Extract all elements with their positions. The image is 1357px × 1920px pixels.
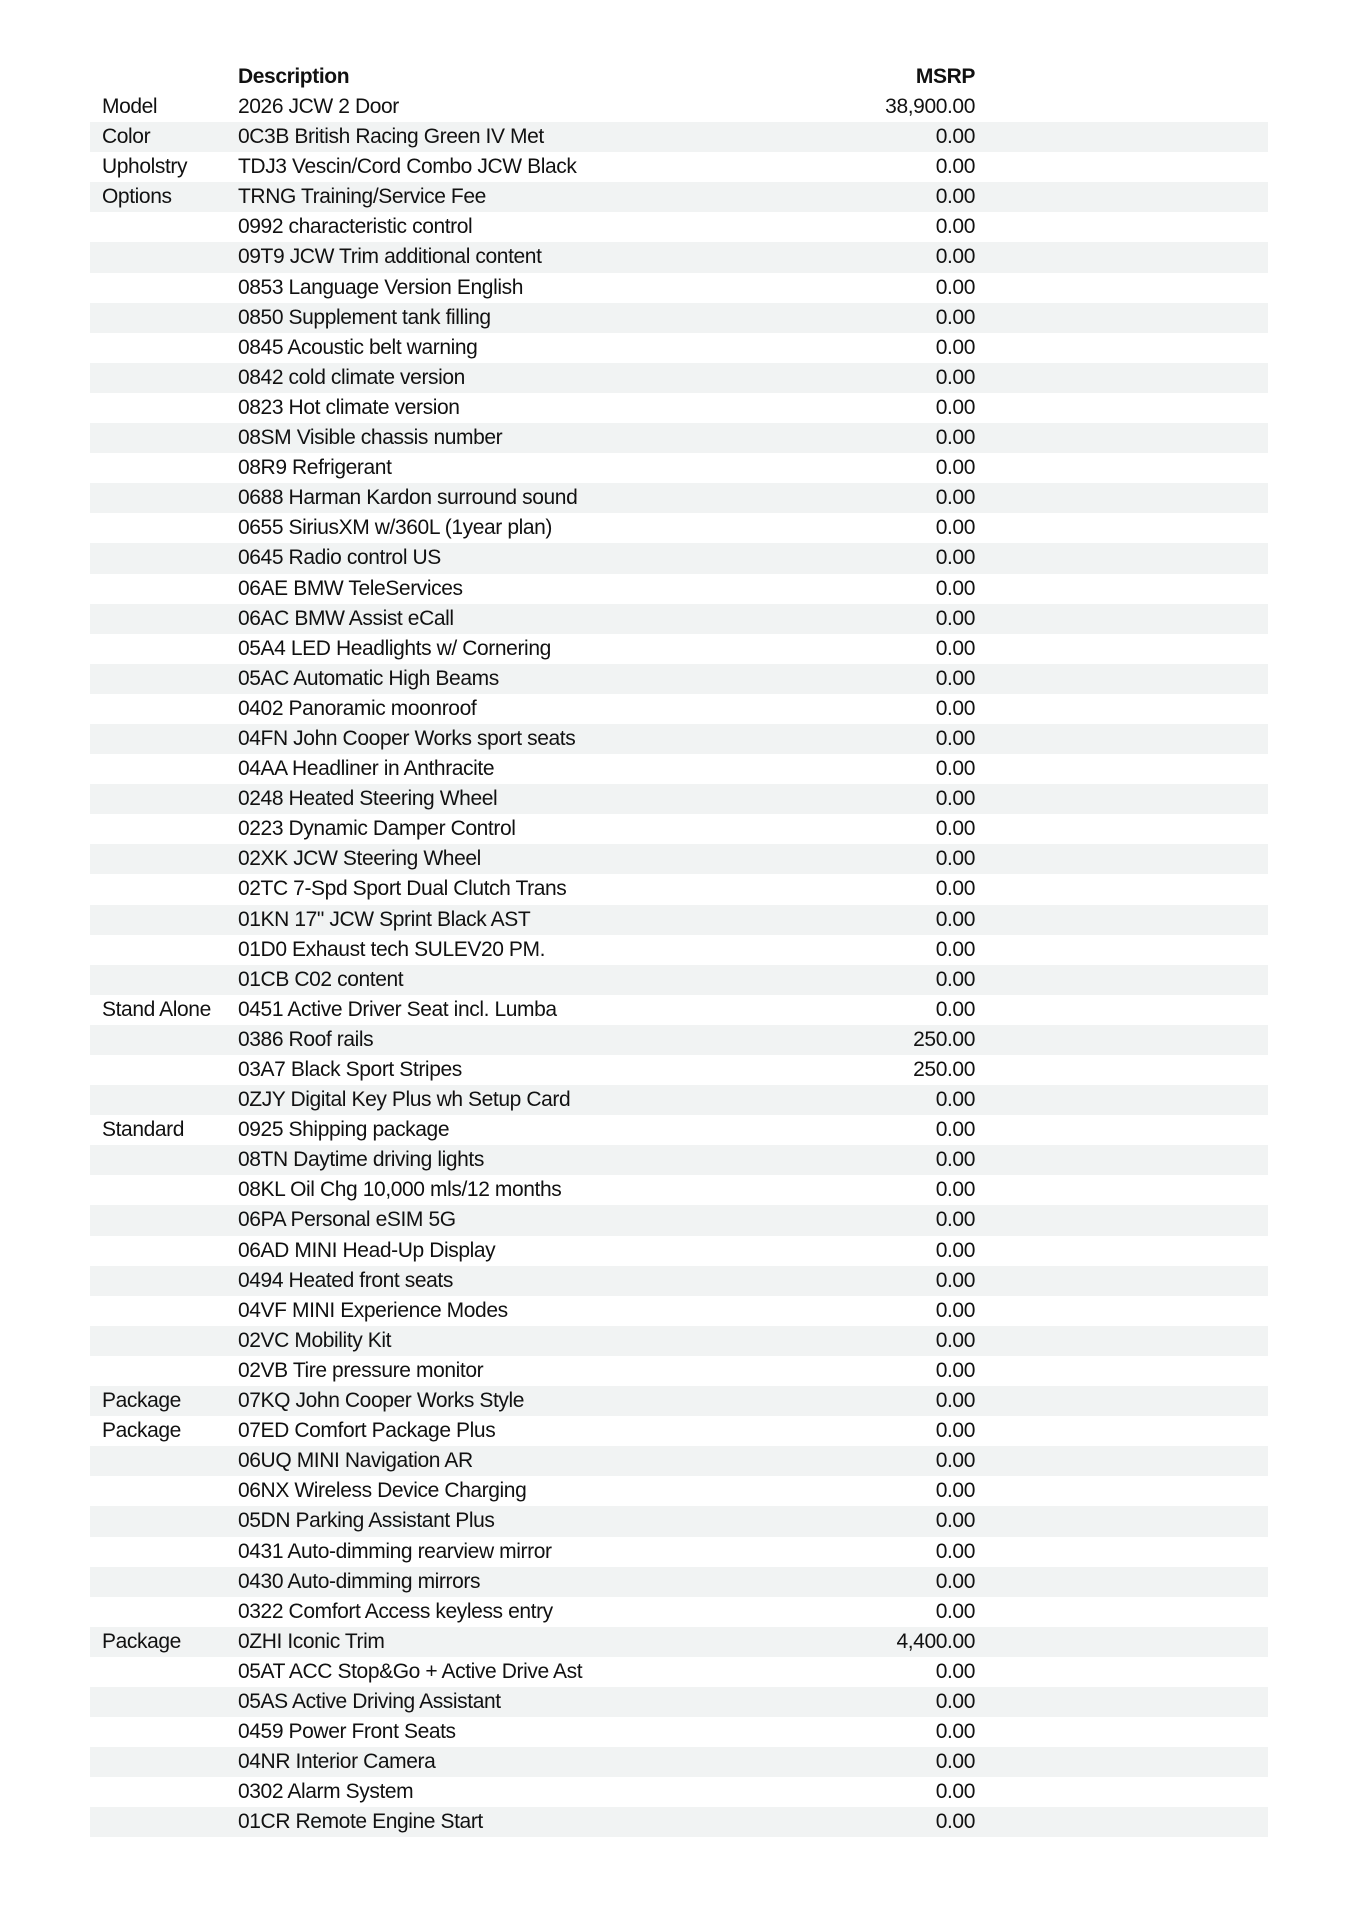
row-msrp: 0.00 (935, 907, 975, 931)
row-description: 0925 Shipping package (238, 1118, 450, 1142)
row-description: 0C3B British Racing Green IV Met (238, 125, 544, 149)
table-row (90, 604, 1268, 634)
table-row (90, 784, 1268, 814)
row-description: 0459 Power Front Seats (238, 1720, 456, 1744)
row-description: 05AS Active Driving Assistant (238, 1689, 501, 1713)
table-row (90, 1356, 1268, 1386)
row-description: 08SM Visible chassis number (238, 426, 503, 450)
table-row (90, 874, 1268, 904)
row-msrp: 0.00 (935, 606, 975, 630)
table-row (90, 1627, 1268, 1657)
row-description: 0302 Alarm System (238, 1780, 414, 1804)
row-msrp: 0.00 (935, 847, 975, 871)
row-description: 04FN John Cooper Works sport seats (238, 726, 576, 750)
row-description: 0853 Language Version English (238, 275, 523, 299)
row-msrp: 0.00 (935, 817, 975, 841)
table-row (90, 1717, 1268, 1747)
table-row (90, 1657, 1268, 1687)
row-description: 04NR Interior Camera (238, 1750, 436, 1774)
table-row (90, 1476, 1268, 1506)
row-description: TDJ3 Vescin/Cord Combo JCW Black (238, 155, 577, 179)
table-row (90, 1326, 1268, 1356)
row-msrp: 0.00 (935, 1419, 975, 1443)
row-description: 05AC Automatic High Beams (238, 666, 499, 690)
row-msrp: 0.00 (935, 486, 975, 510)
row-msrp: 0.00 (935, 1328, 975, 1352)
row-description: 0823 Hot climate version (238, 395, 460, 419)
table-row (90, 423, 1268, 453)
row-msrp: 0.00 (935, 997, 975, 1021)
table-row (90, 754, 1268, 784)
table-row (90, 995, 1268, 1025)
row-description: 0386 Roof rails (238, 1027, 374, 1051)
row-description: 0223 Dynamic Damper Control (238, 817, 516, 841)
row-description: 01CB C02 content (238, 967, 404, 991)
row-description: 02TC 7-Spd Sport Dual Clutch Trans (238, 877, 567, 901)
row-description: 0688 Harman Kardon surround sound (238, 486, 578, 510)
row-description: 05DN Parking Assistant Plus (238, 1509, 495, 1533)
table-row (90, 242, 1268, 272)
table-row (90, 453, 1268, 483)
row-description: 04AA Headliner in Anthracite (238, 757, 495, 781)
row-msrp: 0.00 (935, 1238, 975, 1262)
row-description: 0402 Panoramic moonroof (238, 696, 477, 720)
row-description: 0322 Comfort Access keyless entry (238, 1599, 553, 1623)
row-description: 06AE BMW TeleServices (238, 576, 463, 600)
row-msrp: 0.00 (935, 1208, 975, 1232)
row-msrp: 0.00 (935, 1148, 975, 1172)
row-msrp: 0.00 (935, 877, 975, 901)
row-msrp: 250.00 (913, 1058, 975, 1081)
row-description: 03A7 Black Sport Stripes (238, 1058, 462, 1081)
row-msrp: 0.00 (935, 395, 975, 419)
row-description: 06AD MINI Head-Up Display (238, 1238, 496, 1262)
row-category: Package (102, 1629, 181, 1653)
row-description: 0992 characteristic control (238, 215, 473, 239)
table-row (90, 363, 1268, 393)
row-msrp: 0.00 (935, 1659, 975, 1683)
table-row (90, 724, 1268, 754)
row-msrp: 38,900.00 (885, 95, 975, 118)
table-row (90, 814, 1268, 844)
table-row (90, 333, 1268, 363)
row-msrp: 4,400.00 (896, 1629, 975, 1653)
row-description: 0ZHI Iconic Trim (238, 1629, 385, 1653)
table-row (90, 122, 1268, 152)
row-msrp: 0.00 (935, 125, 975, 149)
table-row (90, 844, 1268, 874)
row-category: Package (102, 1389, 181, 1413)
row-description: TRNG Training/Service Fee (238, 185, 486, 209)
table-row (90, 1446, 1268, 1476)
table-row (90, 92, 1268, 122)
row-msrp: 0.00 (935, 305, 975, 329)
row-msrp: 0.00 (935, 1750, 975, 1774)
row-msrp: 0.00 (935, 1479, 975, 1503)
table-row (90, 905, 1268, 935)
row-description: 0842 cold climate version (238, 365, 465, 389)
row-description: 05AT ACC Stop&Go + Active Drive Ast (238, 1659, 583, 1683)
row-description: 0494 Heated front seats (238, 1268, 453, 1292)
row-msrp: 0.00 (935, 1810, 975, 1834)
row-msrp: 0.00 (935, 1720, 975, 1744)
table-row (90, 574, 1268, 604)
table-row (90, 182, 1268, 212)
row-msrp: 0.00 (935, 1178, 975, 1202)
row-description: 07KQ John Cooper Works Style (238, 1389, 525, 1413)
row-msrp: 0.00 (935, 726, 975, 750)
row-description: 0451 Active Driver Seat incl. Lumba (238, 997, 557, 1021)
row-description: 08TN Daytime driving lights (238, 1148, 484, 1172)
table-row (90, 1055, 1268, 1085)
table-row (90, 1296, 1268, 1326)
row-category: Color (102, 125, 151, 149)
table-row (90, 1115, 1268, 1145)
row-description: 0248 Heated Steering Wheel (238, 787, 498, 811)
table-row (90, 1236, 1268, 1266)
row-msrp: 0.00 (935, 426, 975, 450)
row-msrp: 0.00 (935, 546, 975, 570)
row-msrp: 0.00 (935, 696, 975, 720)
row-msrp: 0.00 (935, 155, 975, 179)
table-row (90, 1266, 1268, 1296)
row-msrp: 0.00 (935, 757, 975, 781)
table-row (90, 1687, 1268, 1717)
table-body (90, 92, 1268, 1837)
row-description: 0431 Auto-dimming rearview mirror (238, 1539, 552, 1563)
table-row (90, 513, 1268, 543)
row-msrp: 0.00 (935, 937, 975, 961)
row-description: 0645 Radio control US (238, 546, 441, 570)
table-row (90, 1386, 1268, 1416)
row-msrp: 0.00 (935, 1689, 975, 1713)
row-msrp: 0.00 (935, 666, 975, 690)
row-msrp: 0.00 (935, 636, 975, 660)
row-msrp: 0.00 (935, 576, 975, 600)
table-row (90, 1747, 1268, 1777)
row-msrp: 0.00 (935, 185, 975, 209)
row-description: 02VC Mobility Kit (238, 1328, 392, 1352)
row-msrp: 0.00 (935, 1118, 975, 1142)
row-description: 08R9 Refrigerant (238, 456, 392, 480)
table-row (90, 1416, 1268, 1446)
row-msrp: 0.00 (935, 1088, 975, 1112)
row-description: 02XK JCW Steering Wheel (238, 847, 481, 871)
row-msrp: 0.00 (935, 335, 975, 359)
row-description: 0430 Auto-dimming mirrors (238, 1569, 481, 1593)
row-msrp: 0.00 (935, 1358, 975, 1382)
row-category: Package (102, 1419, 181, 1443)
table-row (90, 694, 1268, 724)
row-msrp: 0.00 (935, 215, 975, 239)
row-description: 02VB Tire pressure monitor (238, 1358, 484, 1382)
table-row (90, 543, 1268, 573)
header-msrp: MSRP (915, 65, 975, 88)
table-row (90, 1145, 1268, 1175)
row-description: 2026 JCW 2 Door (238, 95, 399, 118)
row-description: 08KL Oil Chg 10,000 mls/12 months (238, 1178, 562, 1202)
row-description: 0655 SiriusXM w/360L (1year plan) (238, 516, 553, 540)
row-category: Options (102, 185, 172, 209)
row-msrp: 0.00 (935, 1389, 975, 1413)
table-row (90, 935, 1268, 965)
row-msrp: 0.00 (935, 1569, 975, 1593)
table-row (90, 1597, 1268, 1627)
row-description: 0845 Acoustic belt warning (238, 335, 478, 359)
table-row (90, 152, 1268, 182)
row-category: Stand Alone (102, 997, 211, 1021)
row-msrp: 250.00 (913, 1027, 975, 1051)
row-msrp: 0.00 (935, 787, 975, 811)
row-description: 0ZJY Digital Key Plus wh Setup Card (238, 1088, 571, 1112)
row-msrp: 0.00 (935, 245, 975, 269)
row-description: 01CR Remote Engine Start (238, 1810, 483, 1834)
row-description: 06NX Wireless Device Charging (238, 1479, 527, 1503)
table-row (90, 303, 1268, 333)
row-description: 06PA Personal eSIM 5G (238, 1208, 456, 1232)
table-row (90, 1537, 1268, 1567)
row-msrp: 0.00 (935, 1599, 975, 1623)
row-msrp: 0.00 (935, 516, 975, 540)
table-row (90, 212, 1268, 242)
row-category: Upholstry (102, 155, 188, 179)
row-description: 0850 Supplement tank filling (238, 305, 491, 329)
header-description: Description (238, 65, 350, 88)
table-row (90, 1085, 1268, 1115)
row-msrp: 0.00 (935, 1298, 975, 1322)
table-row (90, 1025, 1268, 1055)
table-row (90, 483, 1268, 513)
msrp-table (90, 62, 1268, 1837)
table-row (90, 1175, 1268, 1205)
table-header (90, 62, 1268, 92)
row-category: Model (102, 95, 158, 118)
row-msrp: 0.00 (935, 967, 975, 991)
row-msrp: 0.00 (935, 365, 975, 389)
table-row (90, 393, 1268, 423)
row-description: 04VF MINI Experience Modes (238, 1298, 508, 1322)
row-msrp: 0.00 (935, 1539, 975, 1563)
row-msrp: 0.00 (935, 1509, 975, 1533)
row-category: Standard (102, 1118, 185, 1142)
table-row (90, 1567, 1268, 1597)
table-row (90, 634, 1268, 664)
row-description: 06AC BMW Assist eCall (238, 606, 454, 630)
row-description: 06UQ MINI Navigation AR (238, 1449, 473, 1473)
table-row (90, 273, 1268, 303)
row-description: 07ED Comfort Package Plus (238, 1419, 496, 1443)
table-row (90, 965, 1268, 995)
row-description: 01KN 17" JCW Sprint Black AST (238, 907, 531, 931)
table-row (90, 1506, 1268, 1536)
table-row (90, 1777, 1268, 1807)
row-description: 09T9 JCW Trim additional content (238, 245, 542, 269)
row-msrp: 0.00 (935, 1449, 975, 1473)
table-row (90, 1807, 1268, 1837)
row-description: 01D0 Exhaust tech SULEV20 PM. (238, 937, 546, 961)
row-msrp: 0.00 (935, 1780, 975, 1804)
table-row (90, 1205, 1268, 1235)
table-row (90, 664, 1268, 694)
row-description: 05A4 LED Headlights w/ Cornering (238, 636, 551, 660)
row-msrp: 0.00 (935, 275, 975, 299)
row-msrp: 0.00 (935, 1268, 975, 1292)
row-msrp: 0.00 (935, 456, 975, 480)
